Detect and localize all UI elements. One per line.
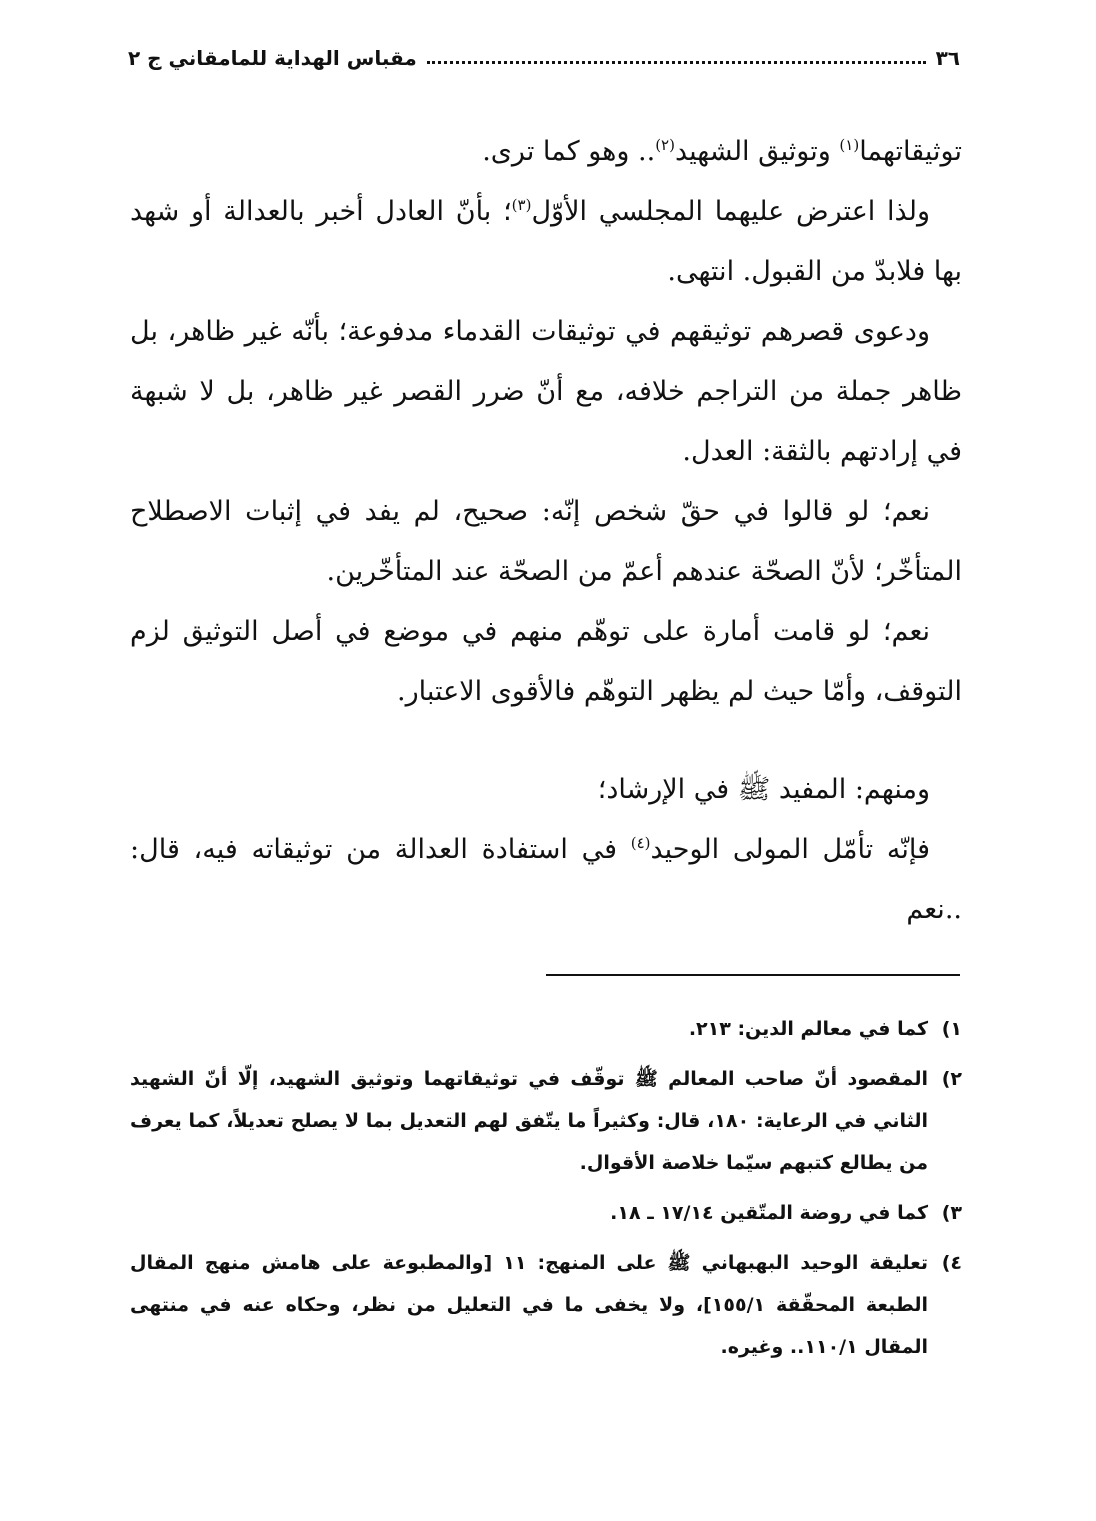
paragraph-7-text: فإنّه تأمّل المولى الوحيد bbox=[650, 834, 930, 865]
footnote-item bbox=[130, 1192, 962, 1234]
footnotes bbox=[130, 1008, 962, 1376]
paragraph-1-text-3: .. وهو كما ترى. bbox=[482, 136, 656, 167]
paragraph-2 bbox=[130, 182, 962, 302]
paragraph-2-text-2: ؛ بأنّ العادل أخبر بالعدالة أو شهد بها فلابدّ من القبول. انتهى. bbox=[130, 196, 962, 287]
paragraph-3: ودعوى قصرهم توثيقهم في توثيقات القدماء مدفوعة؛ بأنّه غير ظاهر، بل ظاهر جملة من التراجم خلافه، مع أنّ ضرر القصر غير ظاهر، بل لا شبهة في إرادتهم بالثقة: العدل. bbox=[130, 316, 962, 467]
page-number: ٣٦ bbox=[935, 46, 960, 70]
footnote-item bbox=[130, 1058, 962, 1184]
footnote-number: ٤) bbox=[941, 1252, 962, 1274]
footnote-text: كما في روضة المتّقين ١٧/١٤ ـ ١٨. bbox=[610, 1202, 928, 1224]
paragraph-4: نعم؛ لو قالوا في حقّ شخص إنّه: صحيح، لم يفد في إثبات الاصطلاح المتأخّر؛ لأنّ الصحّة عندهم أعمّ من الصحّة عند المتأخّرين. bbox=[130, 496, 962, 587]
running-title: مقباس الهداية للمامقاني ج ٢ bbox=[128, 46, 417, 70]
footnote-text: المقصود أنّ صاحب المعالم ﷺ توقّف في توثيقاتهما وتوثيق الشهيد، إلّا أنّ الشهيد الثاني في الرعاية: ١٨٠، قال: وكثيراً ما يتّفق لهم التعديل بما لا يصلح تعديلاً، كما يعرف من يطالع كتبهم سيّما خلاصة الأقوال. bbox=[130, 1068, 928, 1174]
paragraph-2-text: ولذا اعترض عليهما المجلسي الأوّل bbox=[531, 196, 930, 227]
header-dot-leader bbox=[427, 57, 926, 64]
footnote-item bbox=[130, 1242, 962, 1368]
paragraph-1-text: توثيقاتهما bbox=[859, 136, 962, 167]
footnote-ref-2: (٢) bbox=[655, 136, 675, 154]
footnote-ref-1: (١) bbox=[839, 136, 860, 154]
paragraph-6: ومنهم: المفيد ﷺ في الإرشاد؛ bbox=[597, 774, 930, 805]
footnote-text: تعليقة الوحيد البهبهاني ﷺ على المنهج: ١١ [والمطبوعة على هامش منهج المقال الطبعة المحقّقة ١٥٥/١]، ولا يخفى ما في التعليل من نظر، وحكاه عنه في منتهى المقال ١١٠/١.. وغيره. bbox=[130, 1252, 928, 1358]
footnote-number: ١) bbox=[941, 1018, 962, 1040]
footnote-ref-3: (٣) bbox=[511, 196, 532, 214]
page-header bbox=[128, 38, 960, 78]
footnote-text: كما في معالم الدين: ٢١٣. bbox=[688, 1018, 928, 1040]
paragraph-5: نعم؛ لو قامت أمارة على توهّم منهم في موضع في أصل التوثيق لزم التوقف، وأمّا حيث لم يظهر التوهّم فالأقوى الاعتبار. bbox=[130, 616, 962, 707]
footnote-separator bbox=[546, 974, 960, 976]
footnote-ref-4: (٤) bbox=[630, 834, 651, 852]
main-text bbox=[130, 122, 962, 940]
paragraph-1-text-2: وتوثيق الشهيد bbox=[674, 136, 840, 167]
paragraph-7-text-2: في استفادة العدالة من توثيقاته فيه، قال: ..نعم bbox=[130, 834, 962, 925]
paragraph-1 bbox=[130, 122, 962, 182]
paragraph-7 bbox=[130, 820, 962, 940]
footnote-item bbox=[130, 1008, 962, 1050]
footnote-number: ٣) bbox=[941, 1202, 962, 1224]
footnote-number: ٢) bbox=[941, 1068, 962, 1090]
